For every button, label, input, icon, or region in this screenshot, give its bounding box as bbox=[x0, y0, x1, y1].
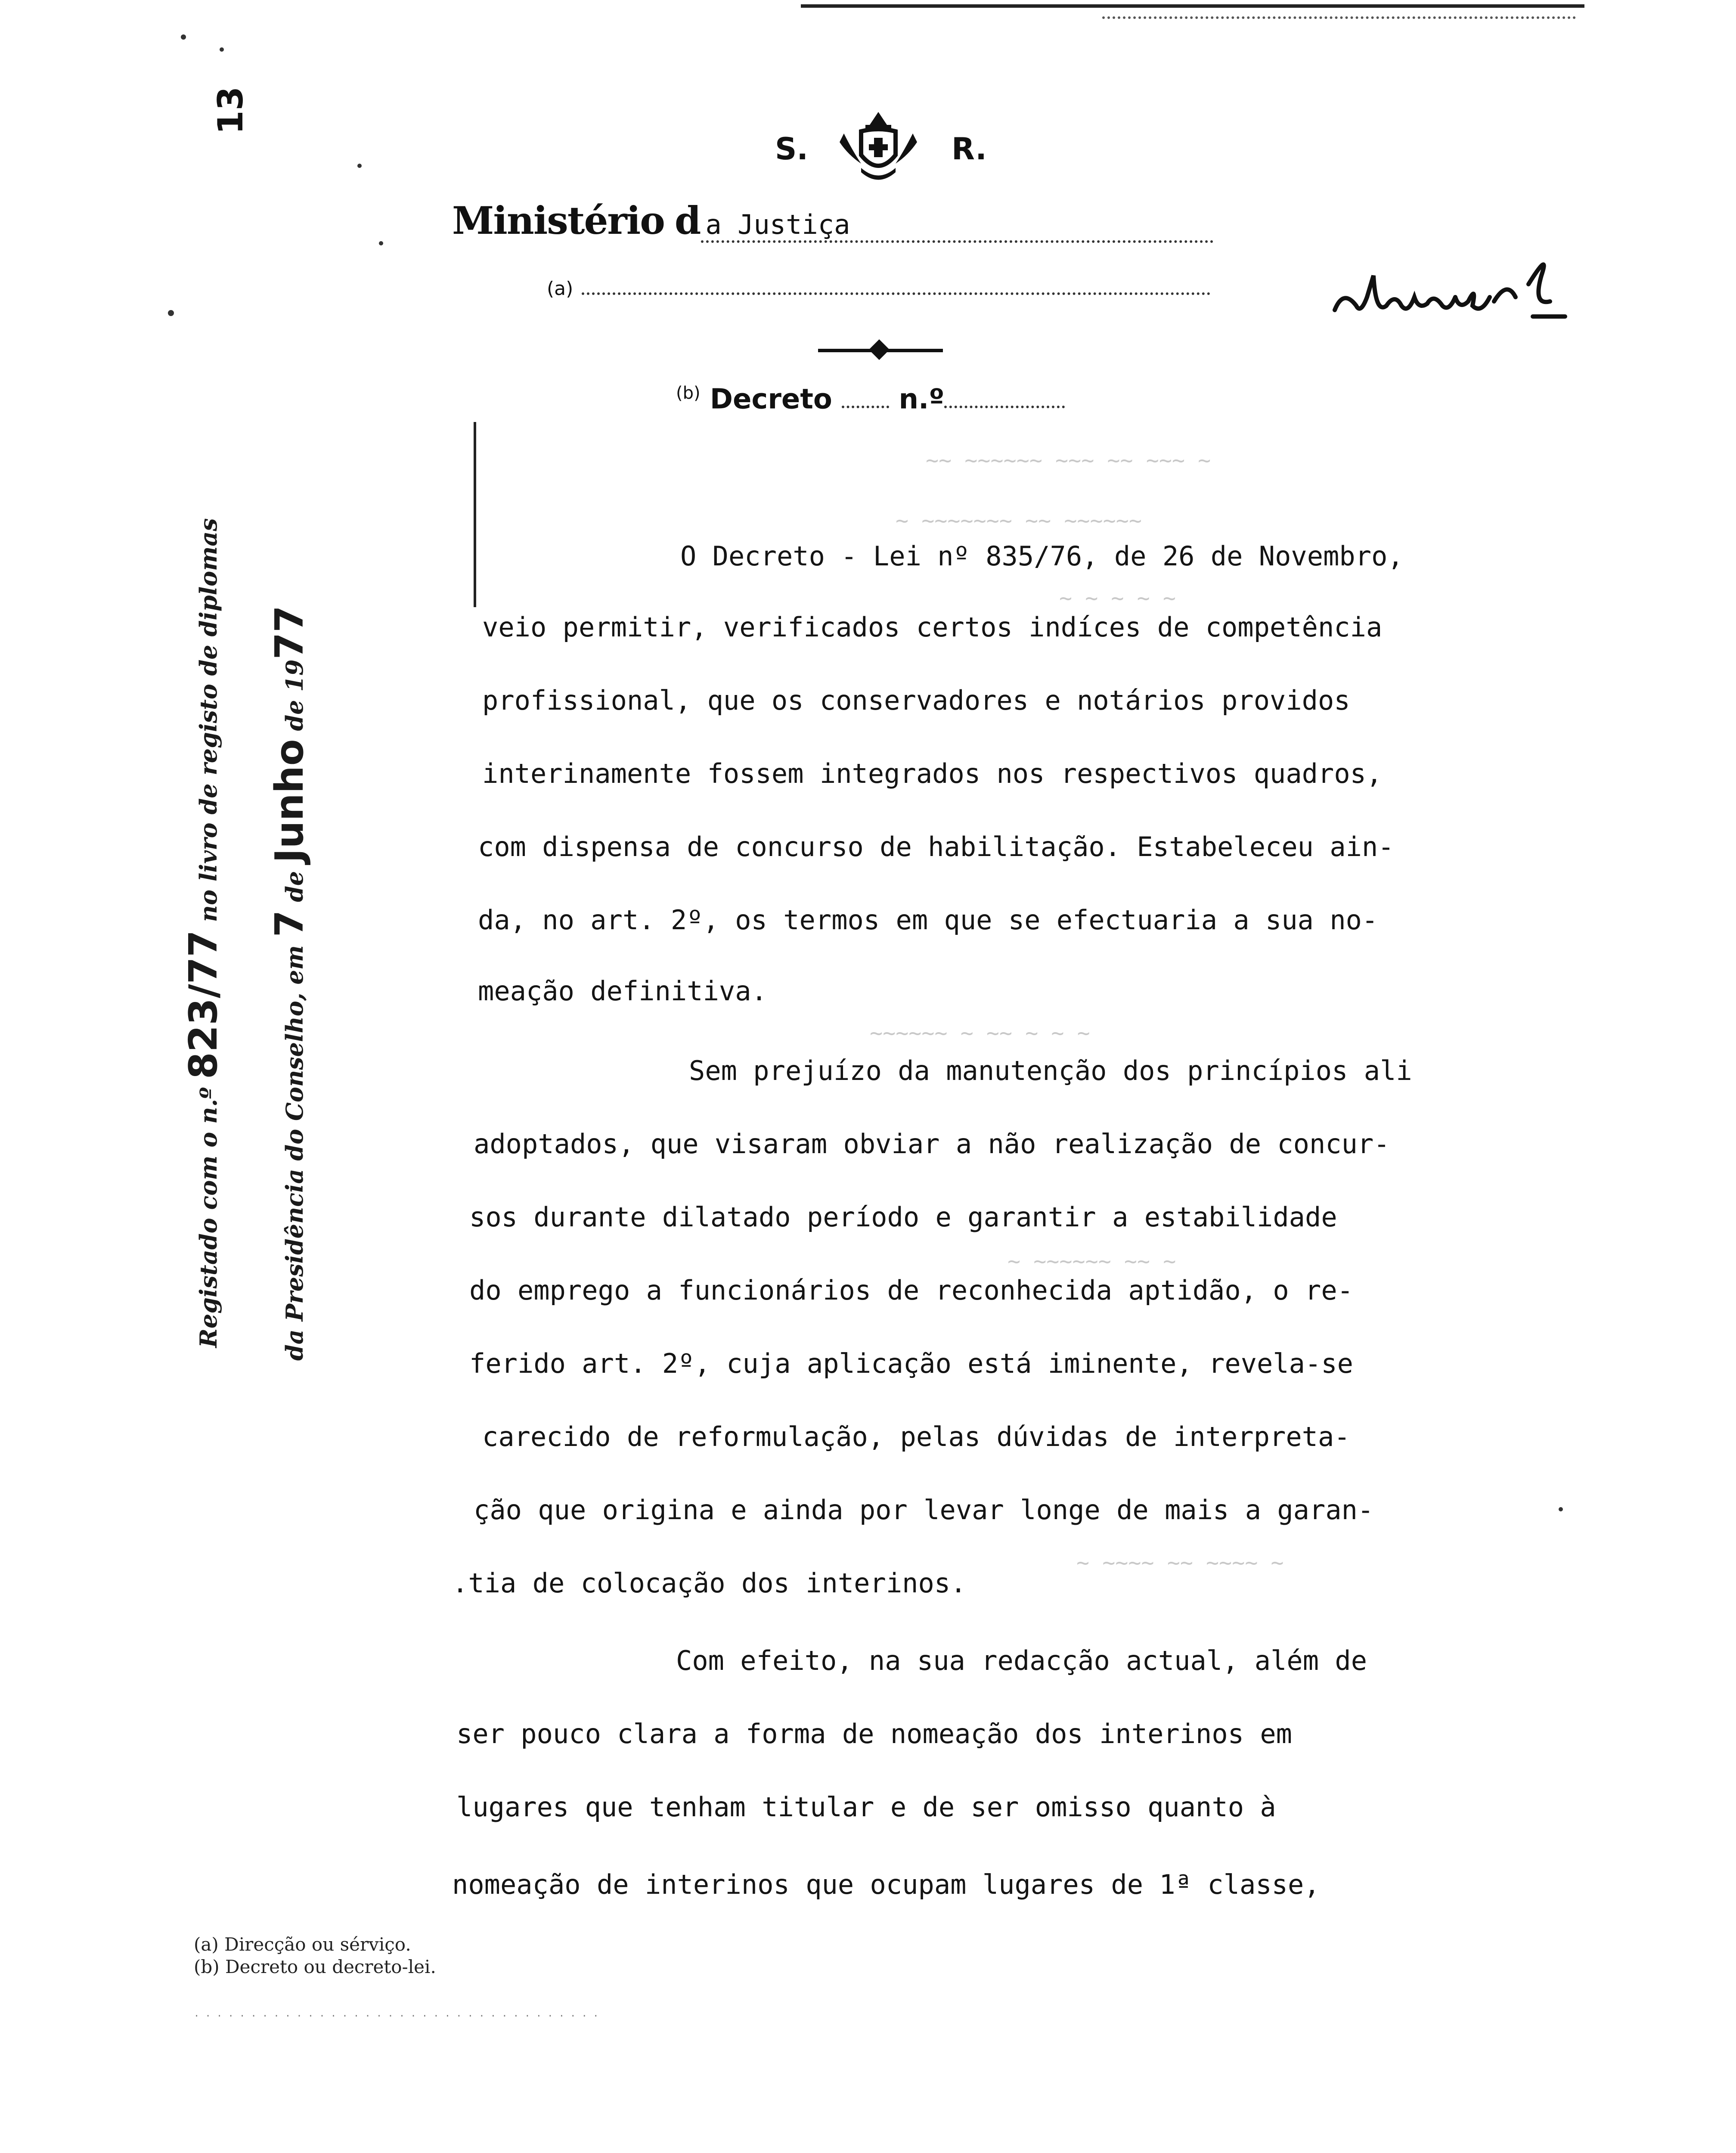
ministry-name-field: a Justiça bbox=[701, 209, 1213, 243]
top-dotted-rule bbox=[1102, 16, 1576, 19]
bleed-through-text: ~ ~~~~~~ ~~ ~ bbox=[1008, 1249, 1176, 1274]
top-rule bbox=[801, 4, 1584, 8]
handwritten-signature bbox=[1326, 241, 1567, 340]
body-line-9: adoptados, que visaram obviar a não realização de concur- bbox=[474, 1128, 1390, 1160]
printer-imprint: · · · · · · · · · · · · · · · · · · · · · · · · · · · · · · · · · · · · bbox=[194, 2011, 599, 2022]
registration-year: 77 bbox=[267, 605, 312, 660]
decree-number-blank bbox=[944, 397, 1065, 408]
body-line-5: com dispensa de concurso de habilitação. Estabeleceu ain- bbox=[478, 831, 1394, 862]
letterhead-s: S. bbox=[775, 131, 809, 167]
body-line-3: profissional, que os conservadores e notários providos bbox=[482, 685, 1350, 716]
body-line-15: .tia de colocação dos interinos. bbox=[452, 1567, 967, 1599]
decree-number-label: n.º bbox=[899, 383, 945, 416]
registration-month: Junho bbox=[267, 739, 312, 863]
direction-marker: (a) bbox=[547, 278, 574, 300]
letterhead-emblem bbox=[762, 108, 1029, 185]
bleed-through-text: ~~~~~~ ~ ~~ ~ ~ ~ bbox=[870, 1021, 1090, 1045]
scan-speck bbox=[357, 164, 362, 168]
scan-speck bbox=[379, 241, 383, 245]
body-line-6: da, no art. 2º, os termos em que se efectuaria a sua no- bbox=[478, 904, 1378, 936]
body-line-13: carecido de reformulação, pelas dúvidas de interpreta- bbox=[482, 1421, 1350, 1452]
footnotes bbox=[194, 1933, 436, 1978]
body-line-18: lugares que tenham titular e de ser omisso quanto à bbox=[456, 1791, 1276, 1823]
registration-day: 7 bbox=[267, 910, 312, 937]
ministry-heading bbox=[452, 198, 1213, 243]
scan-speck bbox=[181, 34, 186, 40]
bleed-through-text: ~ ~~~~~~~ ~~ ~~~~~~ bbox=[896, 508, 1142, 533]
bleed-through-text: ~ ~ ~ ~ ~ bbox=[1059, 586, 1176, 611]
direction-blank-field bbox=[582, 279, 1210, 295]
direction-line bbox=[547, 278, 1223, 300]
scan-speck bbox=[1559, 1507, 1563, 1511]
body-line-11: do emprego a funcionários de reconhecida aptidão, o re- bbox=[469, 1275, 1353, 1306]
coat-of-arms-icon bbox=[835, 108, 921, 185]
ministry-da-label: d bbox=[674, 198, 701, 243]
body-line-7: meação definitiva. bbox=[478, 975, 767, 1007]
letterhead-r: R. bbox=[952, 131, 987, 167]
decree-line bbox=[676, 383, 1065, 415]
scan-speck bbox=[220, 47, 224, 52]
body-line-8: Sem prejuízo da manutenção dos princípios ali bbox=[689, 1055, 1412, 1086]
body-line-16: Com efeito, na sua redacção actual, além de bbox=[676, 1645, 1367, 1676]
scan-speck bbox=[168, 310, 174, 316]
margin-bar bbox=[474, 422, 476, 607]
body-line-19: nomeação de interinos que ocupam lugares de 1ª classe, bbox=[452, 1869, 1320, 1900]
bleed-through-text: ~ ~~~~ ~~ ~~~~ ~ bbox=[1076, 1550, 1284, 1575]
bleed-through-text: ~~ ~~~~~~ ~~~ ~~ ~~~ ~ bbox=[926, 448, 1211, 473]
footnote-a: (a) Direcção ou sérviço. bbox=[194, 1934, 411, 1955]
body-line-2: veio permitir, verificados certos indíces de competência bbox=[482, 611, 1383, 643]
decree-label: Decreto bbox=[710, 383, 832, 416]
registration-note-line-1: Registado com o n.º 823/77 no livro de registo de diplomas bbox=[181, 518, 226, 1348]
body-line-17: ser pouco clara a forma de nomeação dos interinos em bbox=[456, 1718, 1293, 1750]
registration-note-line-2: da Presidência do Conselho, em 7 de Junho de 1977 bbox=[267, 605, 312, 1361]
divider-diamond-icon bbox=[869, 339, 890, 360]
decree-marker: (b) bbox=[676, 383, 701, 403]
signature-icon bbox=[1326, 241, 1567, 340]
footnote-b: (b) Decreto ou decreto-lei. bbox=[194, 1956, 436, 1977]
body-line-10: sos durante dilatado período e garantir a estabilidade bbox=[469, 1201, 1337, 1233]
ministry-label: Ministério bbox=[452, 198, 664, 243]
page-margin-number: 13 bbox=[211, 86, 251, 135]
body-line-1: O Decreto - Lei nº 835/76, de 26 de Novembro, bbox=[680, 540, 1404, 572]
registration-number: 823/77 bbox=[181, 930, 226, 1080]
decree-type-blank bbox=[842, 397, 889, 408]
body-line-14: ção que origina e ainda por levar longe de mais a garan- bbox=[474, 1494, 1374, 1526]
body-line-4: interinamente fossem integrados nos respectivos quadros, bbox=[482, 758, 1383, 789]
body-line-12: ferido art. 2º, cuja aplicação está iminente, revela-se bbox=[469, 1348, 1353, 1379]
